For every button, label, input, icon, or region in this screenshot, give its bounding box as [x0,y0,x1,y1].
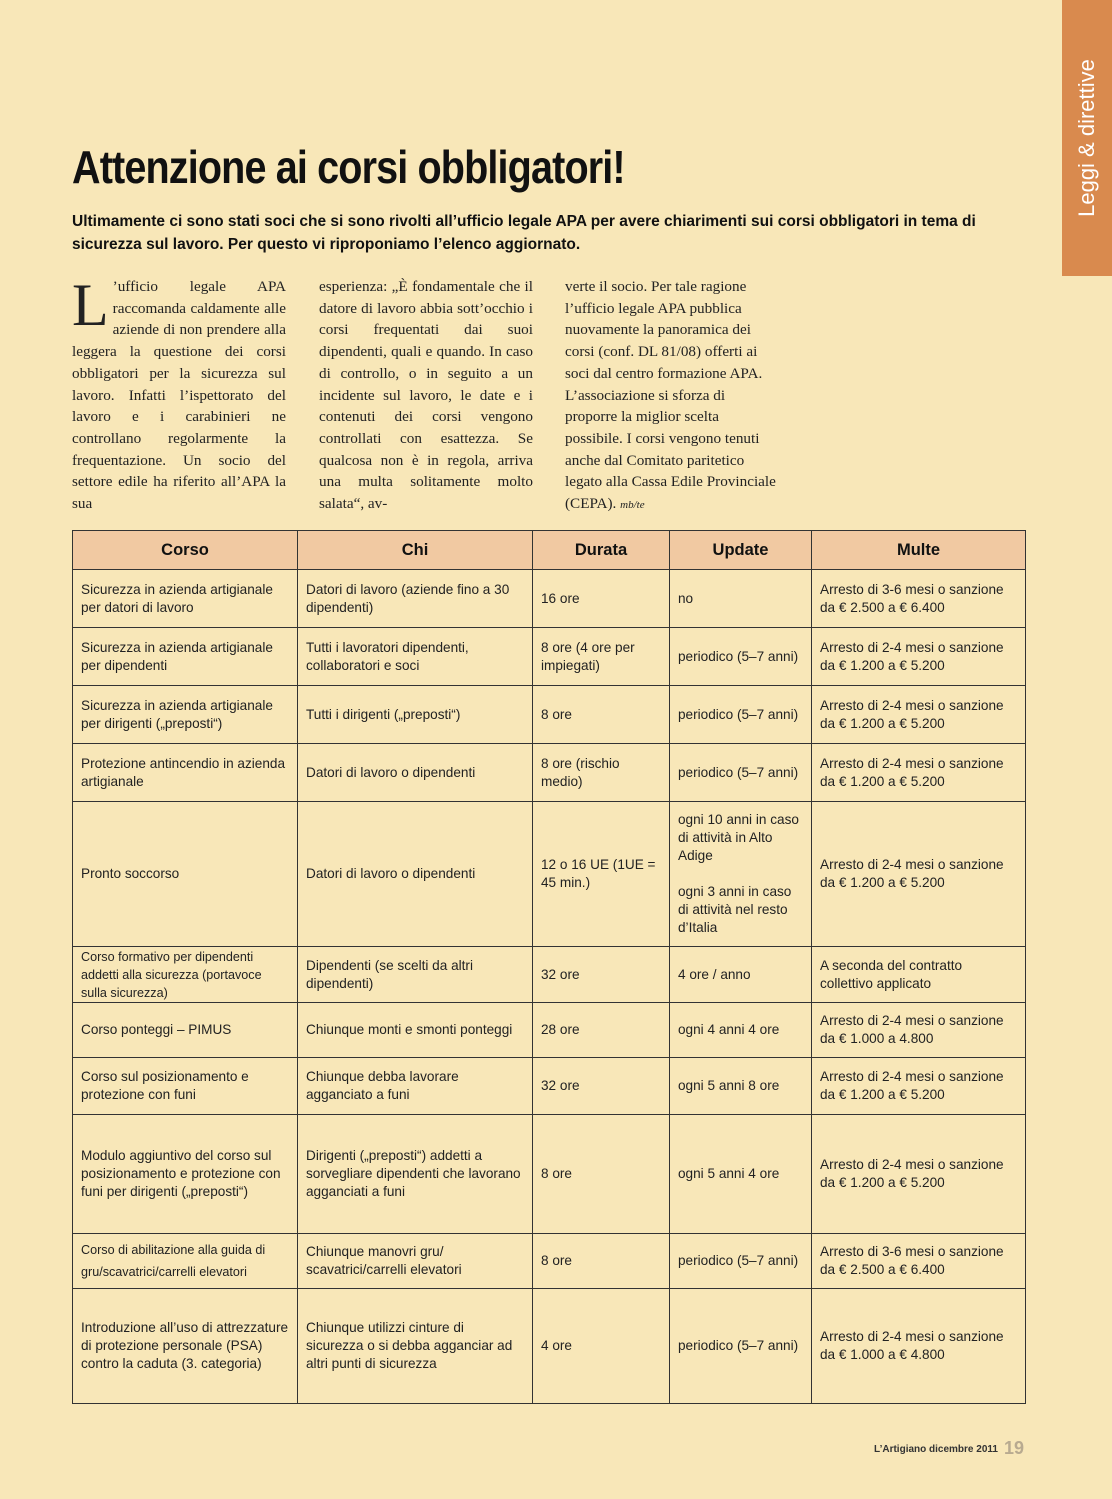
header-update: Update [670,531,812,570]
cell-chi: Chiunque debba lavorare agganciato a funi [298,1058,533,1115]
section-tab-label: Leggi & direttive [1074,59,1099,217]
cell-update: ogni 5 anni 8 ore [670,1058,812,1115]
cell-multe: Arresto di 2-4 mesi o sanzione da € 1.000 a 4.800 [812,1003,1026,1058]
drop-cap: L [72,272,109,338]
table-row [73,1234,1026,1289]
cell-corso: Corso di abilitazione alla guida di gru/scavatrici/carrelli elevatori [73,1234,298,1289]
cell-multe: Arresto di 3-6 mesi o sanzione da € 2.500 a € 6.400 [812,570,1026,628]
table-row [73,947,1026,1003]
cell-corso: Sicurezza in azienda artigianale per dipendenti [73,628,298,686]
cell-multe: Arresto di 2-4 mesi o sanzione da € 1.200 a € 5.200 [812,1115,1026,1234]
cell-durata: 8 ore (rischio medio) [533,744,670,802]
table-row [73,744,1026,802]
cell-update: no [670,570,812,628]
cell-chi: Dipendenti (se scelti da altri dipendenti) [298,947,533,1003]
column-1-text: ’ufficio legale APA raccomanda caldamente alle aziende di non prendere alla leggera la questione dei corsi obbligatori per la sicurezza sul lavoro. Infatti l’ispettorato del lavoro e i carabinieri ne controllano regolarmente la frequentazione. Un socio del settore edile ha riferito all’APA la sua [72,278,286,513]
table-row [73,1115,1026,1234]
cell-update: ogni 10 anni in caso di attività in Alto Adige ogni 3 anni in caso di attività nel resto d’Italia [670,802,812,947]
header-chi: Chi [298,531,533,570]
cell-durata: 8 ore [533,1234,670,1289]
column-3-text: verte il socio. Per tale ragione l’ufficio legale APA pubblica nuovamente la panoramica dei corsi (conf. DL 81/08) offerti ai soci dal centro formazione APA. L’associazione si sforza di proporre la miglior scelta possibile. I corsi vengono tenuti anche dal Comitato paritetico legato alla Cassa Edile Provinciale (CEPA). [565,278,776,513]
cell-durata: 8 ore [533,1115,670,1234]
cell-update: periodico (5–7 anni) [670,1234,812,1289]
article-title: Attenzione ai corsi obbligatori! [72,141,625,193]
cell-corso: Corso sul posizionamento e protezione con funi [73,1058,298,1115]
cell-corso: Sicurezza in azienda artigianale per datori di lavoro [73,570,298,628]
article-lead: Ultimamente ci sono stati soci che si sono rivolti all’ufficio legale APA per avere chiarimenti sui corsi obbligatori in tema di sicurezza sul lavoro. Per questo vi riproponiamo l’elenco aggiornato. [72,213,976,253]
cell-corso: Modulo aggiuntivo del corso sul posizionamento e protezione con funi per dirigenti („preposti“) [73,1115,298,1234]
cell-corso: Corso formativo per dipendenti addetti alla sicurezza (portavoce sulla sicurezza) [73,947,298,1003]
table-header-row [73,531,1026,570]
cell-multe: A seconda del contratto collettivo applicato [812,947,1026,1003]
cell-chi: Chiunque monti e smonti ponteggi [298,1003,533,1058]
table-row [73,802,1026,947]
cell-multe: Arresto di 2-4 mesi o sanzione da € 1.200 a € 5.200 [812,628,1026,686]
cell-update: ogni 4 anni 4 ore [670,1003,812,1058]
cell-corso: Pronto soccorso [73,802,298,947]
courses-table [72,530,1026,1404]
cell-multe: Arresto di 2-4 mesi o sanzione da € 1.200 a € 5.200 [812,1058,1026,1115]
author-signature: mb/te [620,499,645,512]
header-corso: Corso [73,531,298,570]
cell-multe: Arresto di 2-4 mesi o sanzione da € 1.000 a € 4.800 [812,1289,1026,1404]
cell-chi: Datori di lavoro o dipendenti [298,744,533,802]
article-column-1 [72,272,286,515]
cell-multe: Arresto di 2-4 mesi o sanzione da € 1.200 a € 5.200 [812,802,1026,947]
cell-durata: 32 ore [533,947,670,1003]
cell-durata: 28 ore [533,1003,670,1058]
cell-update: ogni 5 anni 4 ore [670,1115,812,1234]
cell-durata: 16 ore [533,570,670,628]
cell-update: periodico (5–7 anni) [670,1289,812,1404]
header-multe: Multe [812,531,1026,570]
section-tab [1062,0,1112,276]
page-number: 19 [1003,1438,1024,1458]
cell-durata: 8 ore [533,686,670,744]
article-column-3 [565,276,779,517]
table-row [73,628,1026,686]
cell-chi: Dirigenti („preposti“) addetti a sorvegliare dipendenti che lavorano agganciati a funi [298,1115,533,1234]
table-row [73,1058,1026,1115]
cell-chi: Chiunque manovri gru/ scavatrici/carrelli elevatori [298,1234,533,1289]
cell-durata: 12 o 16 UE (1UE = 45 min.) [533,802,670,947]
table-row [73,686,1026,744]
cell-corso: Protezione antincendio in azienda artigianale [73,744,298,802]
cell-chi: Tutti i lavoratori dipendenti, collaboratori e soci [298,628,533,686]
cell-durata: 8 ore (4 ore per impiegati) [533,628,670,686]
table-row [73,570,1026,628]
cell-chi: Datori di lavoro o dipendenti [298,802,533,947]
cell-multe: Arresto di 2-4 mesi o sanzione da € 1.200 a € 5.200 [812,744,1026,802]
table-row [73,1003,1026,1058]
cell-corso: Introduzione all’uso di attrezzature di protezione personale (PSA) contro la caduta (3. categoria) [73,1289,298,1404]
cell-durata: 32 ore [533,1058,670,1115]
cell-update: periodico (5–7 anni) [670,744,812,802]
cell-update: 4 ore / anno [670,947,812,1003]
cell-durata: 4 ore [533,1289,670,1404]
page-footer [874,1438,1024,1459]
cell-update: periodico (5–7 anni) [670,628,812,686]
cell-chi: Tutti i dirigenti („preposti“) [298,686,533,744]
cell-corso: Corso ponteggi – PIMUS [73,1003,298,1058]
cell-multe: Arresto di 3-6 mesi o sanzione da € 2.500 a € 6.400 [812,1234,1026,1289]
cell-chi: Chiunque utilizzi cinture di sicurezza o si debba agganciar ad altri punti di sicurezza [298,1289,533,1404]
cell-corso: Sicurezza in azienda artigianale per dirigenti („preposti“) [73,686,298,744]
header-durata: Durata [533,531,670,570]
table-row [73,1289,1026,1404]
cell-chi: Datori di lavoro (aziende fino a 30 dipendenti) [298,570,533,628]
publication-name: L’Artigiano dicembre 2011 [874,1444,998,1455]
article-column-2: esperienza: „È fondamentale che il datore di lavoro abbia sott’occhio i corsi frequentati dai suoi dipendenti, quali e quando. In caso di controllo, o in seguito a un incidente sul lavoro, le date e i contenuti dei corsi vengono controllati con esattezza. Se qualcosa non è in regola, arriva una multa solitamente molto salata“, av- [319,278,533,513]
cell-update: periodico (5–7 anni) [670,686,812,744]
cell-multe: Arresto di 2-4 mesi o sanzione da € 1.200 a € 5.200 [812,686,1026,744]
